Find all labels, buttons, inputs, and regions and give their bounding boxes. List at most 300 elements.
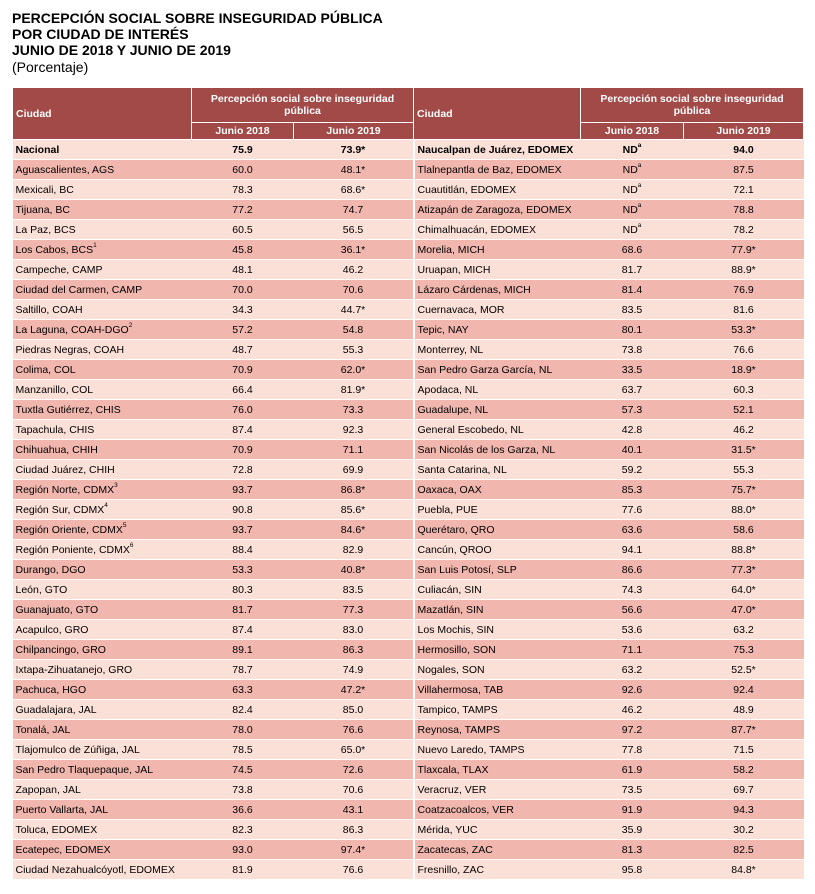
right-2018-value [581, 240, 684, 260]
left-2019-value [294, 760, 414, 780]
right-2019-value-text: 78.8 [733, 203, 754, 216]
right-city [414, 800, 581, 820]
right-city-text: Fresnillo, ZAC [417, 863, 485, 876]
right-2018-value [581, 160, 684, 180]
right-2019-value [684, 300, 804, 320]
left-2019-value [294, 200, 414, 220]
right-2019-value [684, 780, 804, 800]
right-city-text: San Pedro Garza García, NL [417, 363, 553, 376]
header-year-2019-left: Junio 2019 [294, 123, 414, 140]
header-group-right [581, 88, 804, 123]
left-2018-value [192, 540, 294, 560]
right-2019-value-text: 48.9 [733, 703, 754, 716]
right-2019-value [684, 620, 804, 640]
right-city [414, 280, 581, 300]
right-2019-value-text: 30.2 [733, 823, 754, 836]
right-2018-value-text: 61.9 [621, 763, 643, 776]
right-2019-value-text: 76.6 [733, 343, 754, 356]
right-2019-value-text: 77.9* [731, 243, 756, 256]
left-2019-value-text: 86.3 [342, 643, 364, 656]
table-row [13, 840, 804, 860]
table-row [13, 420, 804, 440]
right-2018-value-text: 40.1 [621, 443, 643, 456]
right-city [414, 480, 581, 500]
table-row [13, 760, 804, 780]
left-city-text: Los Cabos, BCS [15, 243, 94, 256]
left-city-text: Aguascalientes, AGS [15, 163, 115, 176]
right-city-text: Uruapan, MICH [417, 263, 491, 276]
left-city-text: La Paz, BCS [15, 223, 76, 236]
left-2019-value [294, 680, 414, 700]
left-2018-value-text: 66.4 [232, 383, 253, 396]
left-city [13, 520, 192, 540]
left-city [13, 500, 192, 520]
right-2018-value [581, 380, 684, 400]
right-city [414, 620, 581, 640]
footnote-marker: 1 [93, 241, 97, 249]
left-2019-value-text: 54.8 [342, 323, 364, 336]
right-2018-value [581, 700, 684, 720]
left-2019-value-text: 44.7* [340, 303, 366, 316]
right-2018-value-text: 83.5 [621, 303, 643, 316]
left-2018-value-text: 73.8 [232, 783, 253, 796]
table-row [13, 620, 804, 640]
footnote-marker: a [637, 181, 642, 189]
right-2018-value [581, 140, 684, 160]
right-city [414, 780, 581, 800]
left-2019-value [294, 820, 414, 840]
left-city [13, 200, 192, 220]
table-row [13, 240, 804, 260]
right-city [414, 220, 581, 240]
right-city [414, 720, 581, 740]
right-2019-value [684, 220, 804, 240]
header-city-right: Ciudad [414, 88, 581, 140]
left-city [13, 280, 192, 300]
left-city-text: Nacional [15, 143, 60, 156]
table-row [13, 460, 804, 480]
right-city-text: Apodaca, NL [417, 383, 479, 396]
table-row [13, 820, 804, 840]
left-2018-value [192, 620, 294, 640]
right-2018-value [581, 280, 684, 300]
footnote-marker: a [637, 221, 642, 229]
data-table [12, 87, 804, 880]
right-city-text: San Luis Potosí, SLP [417, 563, 517, 576]
left-city-text: Guanajuato, GTO [15, 603, 99, 616]
right-2019-value-text: 58.6 [733, 523, 754, 536]
table-row [13, 780, 804, 800]
left-2019-value [294, 840, 414, 860]
right-2018-value [581, 580, 684, 600]
left-2019-value [294, 620, 414, 640]
table-row [13, 660, 804, 680]
table-row [13, 380, 804, 400]
right-2019-value [684, 160, 804, 180]
left-city [13, 780, 192, 800]
right-2018-value [581, 360, 684, 380]
right-2018-value [581, 320, 684, 340]
right-2019-value-text: 52.5* [731, 663, 756, 676]
right-city-text: Naucalpan de Juárez, EDOMEX [417, 143, 574, 156]
left-2018-value [192, 740, 294, 760]
right-city [414, 300, 581, 320]
left-2019-value [294, 580, 414, 600]
right-2019-value-text: 87.7* [731, 723, 756, 736]
right-2019-value-text: 64.0* [731, 583, 756, 596]
left-2018-value-text: 78.7 [232, 663, 253, 676]
left-city [13, 220, 192, 240]
left-city-text: Pachuca, HGO [15, 683, 87, 696]
right-city-text: Tlalnepantla de Baz, EDOMEX [417, 163, 562, 176]
right-city-text: Puebla, PUE [417, 503, 478, 516]
left-2019-value [294, 860, 414, 880]
right-2018-value-text: ND [622, 163, 638, 176]
right-city-text: Cuautitlán, EDOMEX [417, 183, 517, 196]
title-block [12, 10, 383, 75]
table-row [13, 320, 804, 340]
left-city [13, 320, 192, 340]
left-2019-value-text: 86.3 [342, 823, 364, 836]
right-2018-value-text: 73.8 [621, 343, 643, 356]
right-2019-value-text: 94.0 [733, 143, 754, 156]
right-2018-value [581, 300, 684, 320]
left-city [13, 600, 192, 620]
left-2018-value-text: 78.5 [232, 743, 253, 756]
left-2019-value [294, 460, 414, 480]
right-2018-value [581, 520, 684, 540]
right-2019-value [684, 420, 804, 440]
right-2018-value [581, 840, 684, 860]
left-2019-value-text: 43.1 [342, 803, 364, 816]
right-2019-value [684, 640, 804, 660]
left-city-text: Tijuana, BC [15, 203, 70, 216]
left-city-text: Tonalá, JAL [15, 723, 71, 736]
left-city [13, 840, 192, 860]
right-2019-value-text: 92.4 [733, 683, 754, 696]
left-2019-value [294, 600, 414, 620]
left-city [13, 660, 192, 680]
right-2018-value-text: 73.5 [621, 783, 643, 796]
right-2019-value [684, 400, 804, 420]
right-city [414, 740, 581, 760]
left-2018-value-text: 57.2 [232, 323, 253, 336]
right-city-text: Tepic, NAY [417, 323, 469, 336]
right-city-text: Chimalhuacán, EDOMEX [417, 223, 536, 236]
right-2019-value [684, 860, 804, 880]
right-2019-value [684, 720, 804, 740]
left-city [13, 800, 192, 820]
right-city [414, 520, 581, 540]
right-2018-value [581, 800, 684, 820]
left-2019-value [294, 660, 414, 680]
left-city [13, 360, 192, 380]
left-city [13, 240, 192, 260]
right-2019-value [684, 320, 804, 340]
table-row [13, 280, 804, 300]
right-2019-value-text: 77.3* [731, 563, 756, 576]
left-2018-value [192, 260, 294, 280]
left-2018-value-text: 36.6 [232, 803, 253, 816]
left-2018-value [192, 180, 294, 200]
left-2018-value-text: 80.3 [232, 583, 253, 596]
right-2019-value-text: 53.3* [731, 323, 756, 336]
right-city [414, 140, 581, 160]
left-city [13, 760, 192, 780]
left-2018-value [192, 700, 294, 720]
right-city-text: Querétaro, QRO [417, 523, 495, 536]
left-city [13, 680, 192, 700]
left-2019-value [294, 220, 414, 240]
right-2018-value-text: 85.3 [621, 483, 643, 496]
left-city-text: Ciudad Nezahualcóyotl, EDOMEX [15, 863, 175, 876]
left-2019-value-text: 70.6 [342, 283, 364, 296]
right-city [414, 560, 581, 580]
right-city-text: Zacatecas, ZAC [417, 843, 493, 856]
right-2019-value-text: 75.3 [733, 643, 754, 656]
right-2019-value-text: 60.3 [733, 383, 754, 396]
right-2018-value-text: 74.3 [621, 583, 643, 596]
table-row [13, 160, 804, 180]
left-city [13, 580, 192, 600]
right-city [414, 260, 581, 280]
left-2018-value-text: 78.0 [232, 723, 253, 736]
left-2018-value [192, 460, 294, 480]
right-2018-value-text: 81.7 [621, 263, 643, 276]
table-row [13, 440, 804, 460]
header-year-2019-right: Junio 2019 [684, 123, 804, 140]
left-2019-value-text: 71.1 [342, 443, 364, 456]
right-2019-value [684, 500, 804, 520]
right-2018-value [581, 540, 684, 560]
left-2018-value-text: 72.8 [232, 463, 253, 476]
left-2018-value [192, 840, 294, 860]
right-city [414, 660, 581, 680]
left-city-text: Tapachula, CHIS [15, 423, 95, 436]
right-city [414, 400, 581, 420]
left-city-text: Región Norte, CDMX [15, 483, 115, 496]
right-city [414, 600, 581, 620]
left-city-text: Región Sur, CDMX [15, 503, 105, 516]
right-city [414, 320, 581, 340]
left-2019-value-text: 84.6* [340, 523, 366, 536]
right-city [414, 180, 581, 200]
left-2019-value [294, 500, 414, 520]
table-row [13, 720, 804, 740]
right-2019-value [684, 280, 804, 300]
left-2018-value-text: 74.5 [232, 763, 253, 776]
left-2018-value [192, 240, 294, 260]
right-2018-value-text: 63.7 [621, 383, 643, 396]
left-2019-value-text: 72.6 [342, 763, 364, 776]
table-row [13, 520, 804, 540]
right-2018-value-text: 33.5 [621, 363, 643, 376]
left-city [13, 160, 192, 180]
left-2019-value [294, 780, 414, 800]
right-2019-value [684, 260, 804, 280]
right-city [414, 240, 581, 260]
left-city-text: Ciudad Juárez, CHIH [15, 463, 115, 476]
left-2018-value [192, 160, 294, 180]
right-2018-value-text: 95.8 [621, 863, 643, 876]
left-city [13, 340, 192, 360]
right-2019-value [684, 240, 804, 260]
right-2018-value-text: 94.1 [621, 543, 643, 556]
left-2019-value [294, 380, 414, 400]
right-2018-value [581, 760, 684, 780]
right-city [414, 760, 581, 780]
left-2018-value-text: 81.7 [232, 603, 253, 616]
header-year-2018-left: Junio 2018 [192, 123, 294, 140]
page-title-line-2: POR CIUDAD DE INTERÉS [12, 26, 189, 42]
left-2018-value-text: 70.9 [232, 363, 253, 376]
right-2018-value-text: 71.1 [621, 643, 643, 656]
right-city [414, 540, 581, 560]
left-2018-value [192, 320, 294, 340]
right-2019-value [684, 680, 804, 700]
right-2018-value [581, 420, 684, 440]
right-2018-value [581, 260, 684, 280]
left-city [13, 820, 192, 840]
left-2018-value [192, 640, 294, 660]
footnote-marker: a [637, 141, 642, 149]
left-2018-value-text: 82.4 [232, 703, 253, 716]
left-2019-value-text: 81.9* [340, 383, 366, 396]
right-2019-value-text: 69.7 [733, 783, 754, 796]
left-2019-value-text: 97.4* [340, 843, 366, 856]
left-city [13, 720, 192, 740]
right-2018-value-text: ND [622, 223, 638, 236]
right-city [414, 500, 581, 520]
page-title-line-3: JUNIO DE 2018 Y JUNIO DE 2019 [12, 42, 231, 58]
left-2019-value-text: 48.1* [340, 163, 366, 176]
right-city [414, 820, 581, 840]
right-2018-value-text: 91.9 [621, 803, 643, 816]
right-2018-value [581, 560, 684, 580]
left-2018-value [192, 660, 294, 680]
left-2018-value [192, 520, 294, 540]
right-city-text: Nogales, SON [417, 663, 485, 676]
left-2019-value-text: 82.9 [342, 543, 364, 556]
left-2019-value-text: 92.3 [342, 423, 364, 436]
header-year-2018-right: Junio 2018 [581, 123, 684, 140]
left-city [13, 420, 192, 440]
table-row [13, 300, 804, 320]
right-city-text: Nuevo Laredo, TAMPS [417, 743, 525, 756]
left-2019-value-text: 70.6 [342, 783, 364, 796]
left-city [13, 620, 192, 640]
right-city [414, 640, 581, 660]
right-city [414, 440, 581, 460]
right-2019-value-text: 88.0* [731, 503, 756, 516]
right-city-text: Santa Catarina, NL [417, 463, 507, 476]
left-2019-value-text: 69.9 [342, 463, 364, 476]
right-2019-value-text: 94.3 [733, 803, 754, 816]
right-2019-value-text: 88.8* [731, 543, 756, 556]
left-city-text: San Pedro Tlaquepaque, JAL [15, 763, 154, 776]
right-2018-value-text: 81.4 [621, 283, 643, 296]
right-2019-value-text: 81.6 [733, 303, 754, 316]
right-2018-value-text: 56.6 [621, 603, 643, 616]
right-2019-value [684, 800, 804, 820]
left-2019-value-text: 40.8* [340, 563, 366, 576]
right-city [414, 360, 581, 380]
header-group-right-line2: pública [673, 105, 711, 117]
left-2019-value-text: 73.3 [342, 403, 364, 416]
table-body [13, 140, 804, 880]
right-2018-value [581, 860, 684, 880]
right-2019-value [684, 600, 804, 620]
left-2018-value-text: 48.1 [232, 263, 253, 276]
right-2018-value-text: 97.2 [621, 723, 643, 736]
right-city-text: Oaxaca, OAX [417, 483, 482, 496]
right-2018-value-text: 63.2 [621, 663, 643, 676]
left-2018-value [192, 220, 294, 240]
right-city-text: Villahermosa, TAB [417, 683, 504, 696]
left-2018-value [192, 580, 294, 600]
left-city-text: Zapopan, JAL [15, 783, 81, 796]
left-city-text: Tuxtla Gutiérrez, CHIS [15, 403, 121, 416]
left-city [13, 300, 192, 320]
left-2018-value [192, 300, 294, 320]
footnote-marker: 5 [122, 521, 127, 529]
right-city [414, 160, 581, 180]
header-city-left: Ciudad [13, 88, 192, 140]
left-2019-value [294, 160, 414, 180]
left-2018-value [192, 720, 294, 740]
left-2018-value-text: 90.8 [232, 503, 253, 516]
left-city [13, 460, 192, 480]
left-city-text: León, GTO [15, 583, 68, 596]
right-2019-value [684, 440, 804, 460]
left-2018-value-text: 60.0 [232, 163, 253, 176]
right-2018-value-text: 77.8 [621, 743, 643, 756]
left-2019-value-text: 46.2 [342, 263, 364, 276]
right-2018-value [581, 440, 684, 460]
right-2019-value [684, 360, 804, 380]
table-row [13, 500, 804, 520]
table-row [13, 640, 804, 660]
right-2019-value-text: 52.1 [733, 403, 754, 416]
left-2018-value-text: 81.9 [232, 863, 253, 876]
left-2018-value-text: 45.8 [232, 243, 253, 256]
right-2019-value-text: 31.5* [731, 443, 756, 456]
right-2018-value-text: 46.2 [621, 703, 643, 716]
left-2018-value [192, 200, 294, 220]
left-2018-value-text: 89.1 [232, 643, 253, 656]
left-2018-value-text: 70.9 [232, 443, 253, 456]
right-2019-value-text: 84.8* [731, 863, 756, 876]
footnote-marker: a [637, 161, 642, 169]
left-2019-value [294, 560, 414, 580]
right-2019-value-text: 63.2 [733, 623, 754, 636]
table-row [13, 360, 804, 380]
right-city-text: Mérida, YUC [417, 823, 478, 836]
left-2019-value [294, 700, 414, 720]
right-2018-value [581, 480, 684, 500]
right-city-text: Hermosillo, SON [417, 643, 496, 656]
left-2018-value-text: 93.0 [232, 843, 253, 856]
left-2018-value-text: 78.3 [232, 183, 253, 196]
table-row [13, 580, 804, 600]
right-2019-value [684, 760, 804, 780]
left-city-text: Saltillo, COAH [15, 303, 83, 316]
right-2019-value-text: 76.9 [733, 283, 754, 296]
left-city [13, 640, 192, 660]
right-city-text: Monterrey, NL [417, 343, 484, 356]
right-2019-value-text: 55.3 [733, 463, 754, 476]
right-2019-value [684, 820, 804, 840]
